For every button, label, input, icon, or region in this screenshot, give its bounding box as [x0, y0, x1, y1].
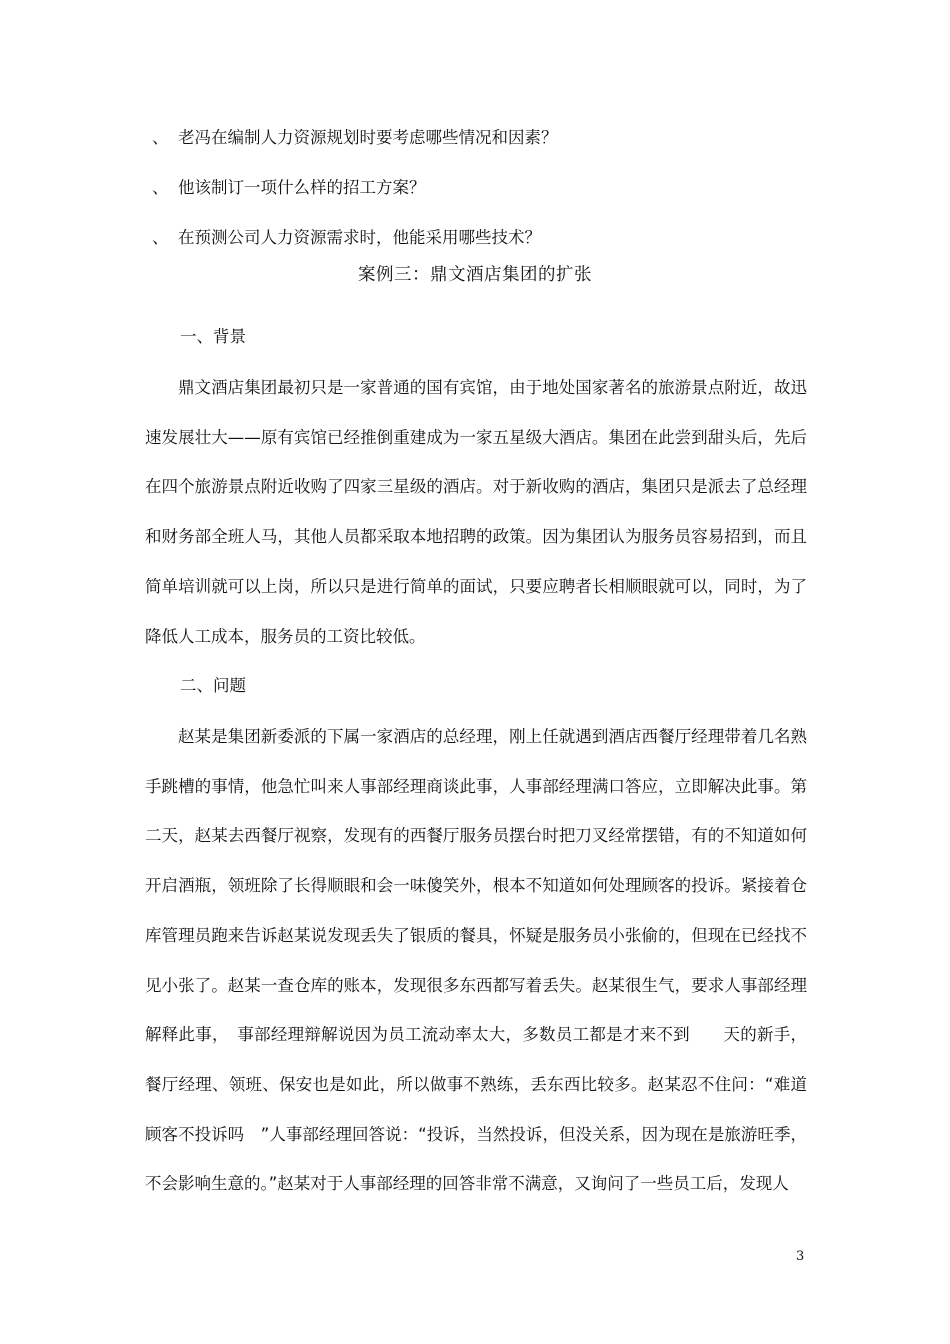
question-bullet: 、: [152, 128, 169, 147]
question-bullet: 、: [152, 178, 169, 197]
question-item: [152, 176, 426, 200]
question-item: [152, 126, 558, 150]
question-bullet: 、: [152, 228, 169, 247]
page-number: 3: [796, 1249, 805, 1264]
problem-paragraph: 赵某是集团新委派的下属一家酒店的总经理，刚上任就遇到酒店西餐厅经理带着几名熟手跳槽的事情，他急忙叫来人事部经理商谈此事，人事部经理满口答应，立即解决此事。第二天，赵某去西餐厅视察，发现有的西餐厅服务员摆台时把刀叉经常摆错，有的不知道如何开启酒瓶，领班除了长得顺眼和会一味傻笑外，根本不知道如何处理顾客的投诉。紧接着仓库管理员跑来告诉赵某说发现丢失了银质的餐具，怀疑是服务员小张偷的，但现在已经找不见小张了。赵某一查仓库的账本，发现很多东西都写着丢失。赵某很生气，要求人事部经理解释此事， 事部经理辩解说因为员工流动率太大，多数员工都是才来不到 天的新手，餐厅经理、领班、保安也是如此，所以做事不熟练，丢东西比较多。赵某忍不住问：“难道顾客不投诉吗 ”人事部经理回答说：“投诉，当然投诉，但没关系，因为现在是旅游旺季，不会影响生意的。”赵某对于人事部经理的回答非常不满意，又询问了一些员工后，发现人: [145, 727, 807, 1194]
background-paragraph: 鼎文酒店集团最初只是一家普通的国有宾馆，由于地处国家著名的旅游景点附近，故迅速发展壮大——原有宾馆已经推倒重建成为一家五星级大酒店。集团在此尝到甜头后，先后在四个旅游景点附近收购了四家三星级的酒店。对于新收购的酒店，集团只是派去了总经理和财务部全班人马，其他人员都采取本地招聘的政策。因为集团认为服务员容易招到，而且简单培训就可以上岗，所以只是进行简单的面试，只要应聘者长相顺眼就可以，同时，为了降低人工成本，服务员的工资比较低。: [145, 378, 807, 646]
section-heading-background: 一、背景: [180, 327, 246, 346]
question-text: 在预测公司人力资源需求时，他能采用哪些技术？: [178, 228, 541, 247]
question-text: 老冯在编制人力资源规划时要考虑哪些情况和因素？: [178, 128, 558, 147]
section-heading-problem: 二、问题: [180, 676, 246, 695]
case-title: 案例三：鼎文酒店集团的扩张: [358, 265, 592, 285]
question-text: 他该制订一项什么样的招工方案？: [178, 178, 426, 197]
question-item: [152, 226, 541, 250]
